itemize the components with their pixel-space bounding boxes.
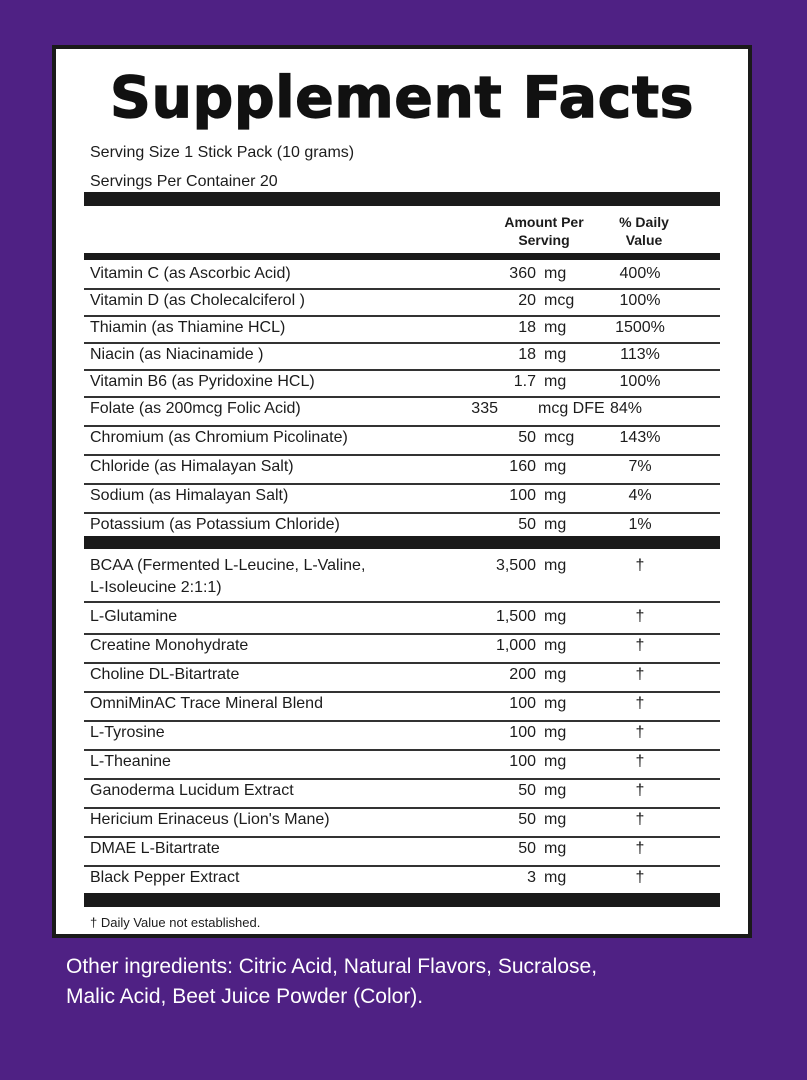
unit: mg <box>544 265 567 282</box>
nutrient-name: Niacin (as Niacinamide ) <box>90 346 264 363</box>
table-row <box>84 263 720 290</box>
amount: 1,500 <box>495 608 536 625</box>
name-line: BCAA (Fermented L-Leucine, L-Valine, <box>90 557 366 574</box>
thick-divider-middle <box>84 536 720 549</box>
table-row <box>84 751 720 780</box>
supplement-facts-panel <box>52 45 752 938</box>
amount: 1.7 <box>513 373 536 390</box>
table-row <box>84 371 720 398</box>
amount: 1,000 <box>495 637 536 654</box>
table-row <box>84 606 720 635</box>
amount: 100 <box>509 753 536 770</box>
nutrient-name: Folate (as 200mcg Folic Acid) <box>90 400 301 417</box>
table-row <box>84 555 720 603</box>
nutrient-name: Sodium (as Himalayan Salt) <box>90 487 289 504</box>
other-ingredients-line: Malic Acid, Beet Juice Powder (Color). <box>66 985 424 1008</box>
amount: 100 <box>509 695 536 712</box>
unit: mg <box>544 869 567 886</box>
amount: 100 <box>509 487 536 504</box>
thick-divider-top <box>84 192 720 206</box>
nutrient-name: Chromium (as Chromium Picolinate) <box>90 429 348 446</box>
table-row <box>84 398 720 427</box>
dagger-symbol: † <box>635 869 645 886</box>
daily-value: 7% <box>628 458 652 475</box>
dagger-symbol: † <box>635 753 645 770</box>
daily-value: 100% <box>619 292 661 309</box>
servings-per-container: Servings Per Container 20 <box>90 173 278 190</box>
unit: mg <box>544 516 567 533</box>
table-row <box>84 344 720 371</box>
dagger-symbol: † <box>635 637 645 654</box>
amount: 50 <box>518 840 536 857</box>
unit: mg <box>544 608 567 625</box>
unit: mg <box>544 557 567 574</box>
table-row <box>84 317 720 344</box>
unit: mg <box>544 458 567 475</box>
amount: 18 <box>518 346 536 363</box>
amount: 20 <box>518 292 536 309</box>
dagger-symbol: † <box>635 557 645 574</box>
daily-value: 143% <box>619 429 661 446</box>
name-line: L-Isoleucine 2:1:1) <box>90 579 222 596</box>
nutrient-name: Black Pepper Extract <box>90 869 240 886</box>
nutrient-name: Thiamin (as Thiamine HCL) <box>90 319 286 336</box>
amount: 50 <box>518 811 536 828</box>
header-line: Value <box>625 232 663 248</box>
table-row <box>84 485 720 514</box>
unit: mg <box>544 666 567 683</box>
daily-value: 4% <box>628 487 652 504</box>
table-row <box>84 867 720 894</box>
amount: 200 <box>509 666 536 683</box>
dagger-symbol: † <box>635 724 645 741</box>
nutrient-name: Potassium (as Potassium Chloride) <box>90 516 340 533</box>
footnote: † Daily Value not established. <box>90 915 261 930</box>
unit: mg <box>544 840 567 857</box>
unit: mg <box>544 811 567 828</box>
daily-value: 1% <box>628 516 652 533</box>
header-line: Amount Per <box>504 214 584 230</box>
dagger-symbol: † <box>635 666 645 683</box>
daily-value: 84% <box>609 400 643 417</box>
nutrient-name: L-Glutamine <box>90 608 178 625</box>
other-ingredients-line: Other ingredients: Citric Acid, Natural Flavors, Sucralose, <box>66 955 598 978</box>
amount: 160 <box>509 458 536 475</box>
nutrient-name <box>90 555 365 599</box>
nutrient-name: L-Tyrosine <box>90 724 165 741</box>
unit: mg <box>544 319 567 336</box>
nutrient-name: Creatine Monohydrate <box>90 637 249 654</box>
amount: 335 <box>471 400 498 417</box>
table-row <box>84 635 720 664</box>
daily-value: 113% <box>620 346 660 363</box>
unit: mcg <box>544 429 575 446</box>
thick-divider-header <box>84 253 720 260</box>
unit: mcg <box>544 292 575 309</box>
dagger-symbol: † <box>635 608 645 625</box>
unit: mg <box>544 487 567 504</box>
nutrient-name: Vitamin D (as Cholecalciferol ) <box>90 292 305 309</box>
dagger-symbol: † <box>635 782 645 799</box>
nutrient-name: Ganoderma Lucidum Extract <box>90 782 294 799</box>
table-row <box>84 693 720 722</box>
amount: 100 <box>509 724 536 741</box>
daily-value: 1500% <box>615 319 665 336</box>
table-row <box>84 664 720 693</box>
table-row <box>84 838 720 867</box>
daily-value: 400% <box>619 265 661 282</box>
panel-title: Supplement Facts <box>109 65 695 131</box>
table-row <box>84 290 720 317</box>
daily-value-header <box>604 213 684 249</box>
header-line: % Daily <box>619 214 669 230</box>
nutrient-name: Chloride (as Himalayan Salt) <box>90 458 294 475</box>
unit: mg <box>544 782 567 799</box>
unit: mg <box>544 724 567 741</box>
nutrient-name: L-Theanine <box>90 753 171 770</box>
nutrient-name: DMAE L-Bitartrate <box>90 840 220 857</box>
nutrient-name: Choline DL-Bitartrate <box>90 666 240 683</box>
amount: 3 <box>527 869 536 886</box>
unit: mcg DFE <box>538 400 605 417</box>
table-row <box>84 427 720 456</box>
table-row <box>84 722 720 751</box>
serving-size: Serving Size 1 Stick Pack (10 grams) <box>90 144 355 161</box>
nutrient-name: Hericium Erinaceus (Lion's Mane) <box>90 811 330 828</box>
amount: 50 <box>518 516 536 533</box>
thick-divider-bottom <box>84 893 720 907</box>
dagger-symbol: † <box>635 840 645 857</box>
amount: 50 <box>518 429 536 446</box>
header-line: Serving <box>518 232 570 248</box>
nutrient-name: Vitamin B6 (as Pyridoxine HCL) <box>90 373 315 390</box>
other-ingredients <box>66 952 746 1012</box>
nutrient-name: Vitamin C (as Ascorbic Acid) <box>90 265 291 282</box>
table-row <box>84 780 720 809</box>
amount: 50 <box>518 782 536 799</box>
unit: mg <box>544 346 567 363</box>
dagger-symbol: † <box>635 811 645 828</box>
amount: 3,500 <box>495 557 536 574</box>
dagger-symbol: † <box>635 695 645 712</box>
table-row <box>84 456 720 485</box>
amount: 360 <box>509 265 536 282</box>
unit: mg <box>544 637 567 654</box>
amount: 18 <box>518 319 536 336</box>
unit: mg <box>544 695 567 712</box>
unit: mg <box>544 373 567 390</box>
table-row <box>84 809 720 838</box>
unit: mg <box>544 753 567 770</box>
nutrient-name: OmniMinAC Trace Mineral Blend <box>90 695 323 712</box>
amount-per-serving-header <box>494 213 594 249</box>
daily-value: 100% <box>619 373 661 390</box>
